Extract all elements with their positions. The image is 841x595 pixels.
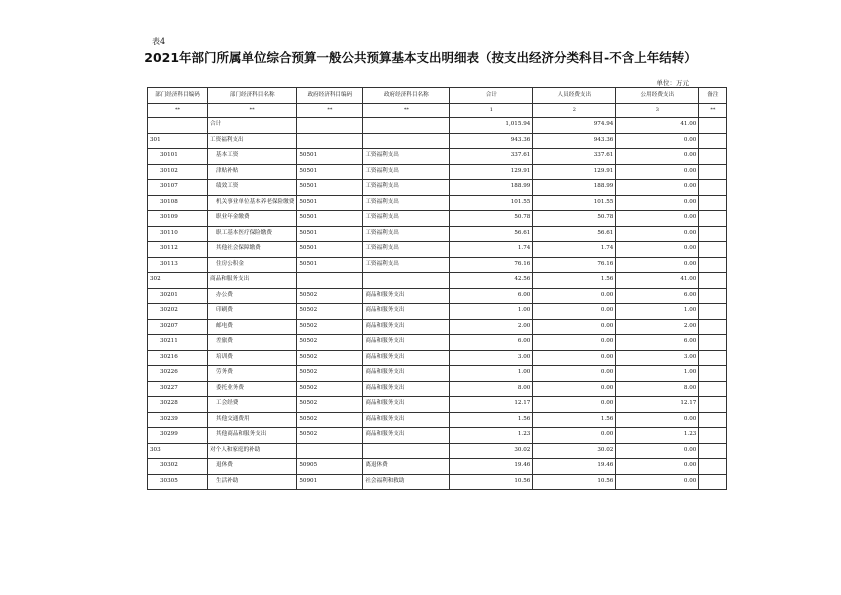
remark-cell	[699, 211, 727, 227]
total-cell: 8.00	[450, 381, 533, 397]
personnel-cell: 0.00	[533, 366, 616, 382]
dept-code-cell: 30302	[148, 459, 208, 475]
personnel-cell: 129.91	[533, 164, 616, 180]
remark-cell	[699, 226, 727, 242]
total-cell: 10.56	[450, 474, 533, 490]
public-cell: 0.00	[616, 195, 699, 211]
dept-name-cell: 委托业务费	[208, 381, 297, 397]
table-row	[148, 350, 727, 366]
gov-name-cell: 工资福利支出	[363, 211, 450, 227]
total-cell: 1,015.94	[450, 118, 533, 134]
personnel-cell: 188.99	[533, 180, 616, 196]
gov-code-cell	[297, 118, 363, 134]
total-cell: 1.23	[450, 428, 533, 444]
dept-name-cell: 差旅费	[208, 335, 297, 351]
total-cell: 42.56	[450, 273, 533, 289]
gov-name-cell: 商品和服务支出	[363, 428, 450, 444]
dept-name-cell: 其他社会保障缴费	[208, 242, 297, 258]
remark-cell	[699, 273, 727, 289]
public-cell: 3.00	[616, 350, 699, 366]
gov-name-cell: 工资福利支出	[363, 149, 450, 165]
personnel-cell: 50.78	[533, 211, 616, 227]
gov-code-cell: 50502	[297, 397, 363, 413]
public-cell: 6.00	[616, 335, 699, 351]
gov-code-cell: 50502	[297, 381, 363, 397]
dept-name-cell: 绩效工资	[208, 180, 297, 196]
dept-name-cell: 工会经费	[208, 397, 297, 413]
gov-code-cell: 50501	[297, 226, 363, 242]
dept-code-cell: 303	[148, 443, 208, 459]
dept-name-cell: 基本工资	[208, 149, 297, 165]
personnel-cell: 0.00	[533, 319, 616, 335]
remark-cell	[699, 164, 727, 180]
total-cell: 1.56	[450, 412, 533, 428]
gov-code-cell	[297, 273, 363, 289]
gov-code-cell	[297, 133, 363, 149]
dept-name-cell: 职工基本医疗保险缴费	[208, 226, 297, 242]
table-row	[148, 226, 727, 242]
table-row	[148, 149, 727, 165]
dept-code-cell: 30109	[148, 211, 208, 227]
public-cell: 0.00	[616, 474, 699, 490]
gov-name-cell: 工资福利支出	[363, 180, 450, 196]
remark-cell	[699, 366, 727, 382]
subheader-cell: **	[208, 104, 297, 118]
remark-cell	[699, 304, 727, 320]
personnel-cell: 0.00	[533, 350, 616, 366]
table-row	[148, 459, 727, 475]
dept-name-cell: 商品和服务支出	[208, 273, 297, 289]
unit-label: 单位：万元	[656, 79, 689, 87]
table-row	[148, 412, 727, 428]
gov-name-cell	[363, 273, 450, 289]
total-cell: 129.91	[450, 164, 533, 180]
total-cell: 3.00	[450, 350, 533, 366]
dept-name-cell: 邮电费	[208, 319, 297, 335]
personnel-cell: 1.74	[533, 242, 616, 258]
dept-code-cell: 30202	[148, 304, 208, 320]
header-cell: 部门经济科目编码	[148, 88, 208, 104]
dept-code-cell: 30107	[148, 180, 208, 196]
dept-code-cell: 30305	[148, 474, 208, 490]
total-cell: 1.74	[450, 242, 533, 258]
public-cell: 6.00	[616, 288, 699, 304]
table-number-label: 表4	[152, 37, 166, 46]
gov-code-cell: 50502	[297, 288, 363, 304]
dept-code-cell: 30108	[148, 195, 208, 211]
gov-name-cell: 工资福利支出	[363, 242, 450, 258]
gov-name-cell: 社会福利和救助	[363, 474, 450, 490]
public-cell: 0.00	[616, 149, 699, 165]
gov-code-cell: 50501	[297, 211, 363, 227]
header-cell: 政府经济科目名称	[363, 88, 450, 104]
dept-name-cell: 工资福利支出	[208, 133, 297, 149]
remark-cell	[699, 288, 727, 304]
gov-name-cell: 商品和服务支出	[363, 350, 450, 366]
dept-name-cell: 合计	[208, 118, 297, 134]
header-cell: 备注	[699, 88, 727, 104]
dept-code-cell: 30110	[148, 226, 208, 242]
dept-name-cell: 其他交通费用	[208, 412, 297, 428]
gov-name-cell: 商品和服务支出	[363, 381, 450, 397]
table-row	[148, 288, 727, 304]
personnel-cell: 337.61	[533, 149, 616, 165]
subheader-cell: 1	[450, 104, 533, 118]
public-cell: 1.00	[616, 366, 699, 382]
subheader-cell: **	[297, 104, 363, 118]
public-cell: 0.00	[616, 412, 699, 428]
subheader-cell: **	[699, 104, 727, 118]
subheader-cell: **	[148, 104, 208, 118]
gov-name-cell: 离退休费	[363, 459, 450, 475]
gov-code-cell: 50501	[297, 149, 363, 165]
total-cell: 76.16	[450, 257, 533, 273]
dept-name-cell: 印刷费	[208, 304, 297, 320]
table-subheader-row	[148, 104, 727, 118]
remark-cell	[699, 412, 727, 428]
budget-table-body	[148, 88, 727, 490]
total-cell: 50.78	[450, 211, 533, 227]
total-cell: 12.17	[450, 397, 533, 413]
personnel-cell: 101.55	[533, 195, 616, 211]
total-cell: 56.61	[450, 226, 533, 242]
table-row	[148, 195, 727, 211]
remark-cell	[699, 443, 727, 459]
table-header-row	[148, 88, 727, 104]
public-cell: 8.00	[616, 381, 699, 397]
remark-cell	[699, 335, 727, 351]
public-cell: 1.00	[616, 304, 699, 320]
dept-code-cell: 301	[148, 133, 208, 149]
gov-name-cell: 商品和服务支出	[363, 366, 450, 382]
gov-name-cell: 商品和服务支出	[363, 397, 450, 413]
dept-name-cell: 退休费	[208, 459, 297, 475]
public-cell: 41.00	[616, 118, 699, 134]
public-cell: 0.00	[616, 211, 699, 227]
header-cell: 部门经济科目名称	[208, 88, 297, 104]
table-row	[148, 335, 727, 351]
table-row	[148, 257, 727, 273]
gov-code-cell: 50905	[297, 459, 363, 475]
header-cell: 人员经费支出	[533, 88, 616, 104]
dept-name-cell: 津贴补贴	[208, 164, 297, 180]
gov-name-cell	[363, 443, 450, 459]
public-cell: 0.00	[616, 133, 699, 149]
gov-name-cell: 商品和服务支出	[363, 319, 450, 335]
total-cell: 1.00	[450, 366, 533, 382]
total-cell: 101.55	[450, 195, 533, 211]
table-row	[148, 304, 727, 320]
gov-name-cell: 工资福利支出	[363, 164, 450, 180]
dept-name-cell: 住房公积金	[208, 257, 297, 273]
table-row	[148, 428, 727, 444]
remark-cell	[699, 180, 727, 196]
public-cell: 1.23	[616, 428, 699, 444]
gov-name-cell	[363, 118, 450, 134]
table-row	[148, 211, 727, 227]
dept-name-cell: 劳务费	[208, 366, 297, 382]
dept-name-cell: 办公费	[208, 288, 297, 304]
total-cell: 6.00	[450, 288, 533, 304]
table-row	[148, 443, 727, 459]
remark-cell	[699, 149, 727, 165]
public-cell: 0.00	[616, 242, 699, 258]
personnel-cell: 76.16	[533, 257, 616, 273]
budget-table	[147, 87, 727, 490]
table-row	[148, 164, 727, 180]
public-cell: 0.00	[616, 180, 699, 196]
gov-code-cell: 50502	[297, 350, 363, 366]
table-row	[148, 242, 727, 258]
public-cell: 2.00	[616, 319, 699, 335]
gov-code-cell: 50502	[297, 319, 363, 335]
table-row	[148, 133, 727, 149]
gov-code-cell: 50501	[297, 257, 363, 273]
dept-name-cell: 对个人和家庭的补助	[208, 443, 297, 459]
gov-name-cell: 商品和服务支出	[363, 288, 450, 304]
remark-cell	[699, 459, 727, 475]
personnel-cell: 0.00	[533, 304, 616, 320]
personnel-cell: 0.00	[533, 428, 616, 444]
total-cell: 337.61	[450, 149, 533, 165]
total-cell: 6.00	[450, 335, 533, 351]
header-cell: 合计	[450, 88, 533, 104]
dept-code-cell: 30239	[148, 412, 208, 428]
dept-code-cell: 30216	[148, 350, 208, 366]
gov-code-cell: 50502	[297, 335, 363, 351]
dept-code-cell: 30299	[148, 428, 208, 444]
dept-code-cell: 30228	[148, 397, 208, 413]
public-cell: 0.00	[616, 257, 699, 273]
gov-name-cell: 工资福利支出	[363, 195, 450, 211]
dept-name-cell: 培训费	[208, 350, 297, 366]
table-row	[148, 180, 727, 196]
gov-name-cell: 商品和服务支出	[363, 412, 450, 428]
table-row	[148, 474, 727, 490]
subheader-cell: 2	[533, 104, 616, 118]
gov-name-cell	[363, 133, 450, 149]
total-cell: 943.36	[450, 133, 533, 149]
total-cell: 188.99	[450, 180, 533, 196]
remark-cell	[699, 133, 727, 149]
header-cell: 公用经费支出	[616, 88, 699, 104]
dept-code-cell	[148, 118, 208, 134]
gov-name-cell: 工资福利支出	[363, 257, 450, 273]
table-row	[148, 366, 727, 382]
dept-code-cell: 30113	[148, 257, 208, 273]
personnel-cell: 10.56	[533, 474, 616, 490]
table-row	[148, 381, 727, 397]
remark-cell	[699, 350, 727, 366]
gov-code-cell: 50501	[297, 195, 363, 211]
gov-code-cell: 50901	[297, 474, 363, 490]
gov-code-cell: 50502	[297, 412, 363, 428]
table-row	[148, 118, 727, 134]
table-row	[148, 319, 727, 335]
total-cell: 2.00	[450, 319, 533, 335]
personnel-cell: 0.00	[533, 288, 616, 304]
personnel-cell: 1.56	[533, 412, 616, 428]
gov-code-cell: 50501	[297, 164, 363, 180]
dept-name-cell: 其他商品和服务支出	[208, 428, 297, 444]
remark-cell	[699, 428, 727, 444]
subheader-cell: 3	[616, 104, 699, 118]
personnel-cell: 0.00	[533, 381, 616, 397]
remark-cell	[699, 397, 727, 413]
dept-code-cell: 30227	[148, 381, 208, 397]
total-cell: 19.46	[450, 459, 533, 475]
dept-code-cell: 30211	[148, 335, 208, 351]
personnel-cell: 30.02	[533, 443, 616, 459]
public-cell: 0.00	[616, 164, 699, 180]
dept-code-cell: 30112	[148, 242, 208, 258]
personnel-cell: 0.00	[533, 335, 616, 351]
gov-name-cell: 工资福利支出	[363, 226, 450, 242]
gov-code-cell: 50502	[297, 428, 363, 444]
personnel-cell: 1.56	[533, 273, 616, 289]
gov-name-cell: 商品和服务支出	[363, 335, 450, 351]
total-cell: 30.02	[450, 443, 533, 459]
dept-code-cell: 30207	[148, 319, 208, 335]
gov-code-cell: 50502	[297, 304, 363, 320]
header-cell: 政府经济科目编码	[297, 88, 363, 104]
personnel-cell: 19.46	[533, 459, 616, 475]
subheader-cell: **	[363, 104, 450, 118]
remark-cell	[699, 118, 727, 134]
remark-cell	[699, 257, 727, 273]
personnel-cell: 943.36	[533, 133, 616, 149]
page-title: 2021年部门所属单位综合预算一般公共预算基本支出明细表（按支出经济分类科目-不含上年结转）	[144, 50, 697, 65]
remark-cell	[699, 381, 727, 397]
remark-cell	[699, 474, 727, 490]
dept-code-cell: 30101	[148, 149, 208, 165]
gov-code-cell	[297, 443, 363, 459]
dept-name-cell: 生活补助	[208, 474, 297, 490]
dept-code-cell: 30102	[148, 164, 208, 180]
gov-code-cell: 50501	[297, 242, 363, 258]
public-cell: 12.17	[616, 397, 699, 413]
dept-code-cell: 30201	[148, 288, 208, 304]
table-row	[148, 397, 727, 413]
remark-cell	[699, 242, 727, 258]
gov-code-cell: 50501	[297, 180, 363, 196]
public-cell: 0.00	[616, 226, 699, 242]
gov-code-cell: 50502	[297, 366, 363, 382]
personnel-cell: 974.94	[533, 118, 616, 134]
total-cell: 1.00	[450, 304, 533, 320]
gov-name-cell: 商品和服务支出	[363, 304, 450, 320]
public-cell: 0.00	[616, 443, 699, 459]
remark-cell	[699, 319, 727, 335]
personnel-cell: 0.00	[533, 397, 616, 413]
dept-code-cell: 302	[148, 273, 208, 289]
dept-name-cell: 职业年金缴费	[208, 211, 297, 227]
table-row	[148, 273, 727, 289]
public-cell: 0.00	[616, 459, 699, 475]
personnel-cell: 56.61	[533, 226, 616, 242]
remark-cell	[699, 195, 727, 211]
public-cell: 41.00	[616, 273, 699, 289]
dept-name-cell: 机关事业单位基本养老保险缴费	[208, 195, 297, 211]
dept-code-cell: 30226	[148, 366, 208, 382]
